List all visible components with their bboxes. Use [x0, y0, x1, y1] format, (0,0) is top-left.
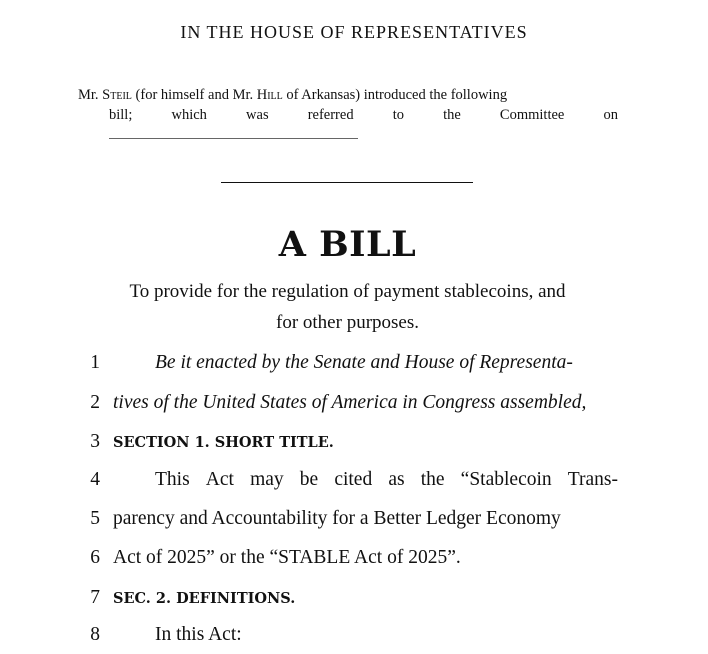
bill-line-7	[0, 587, 708, 617]
intro-word: on	[603, 107, 618, 123]
intro-word: bill;	[109, 107, 133, 123]
section-text: Act of 2025” or the “STABLE Act of 2025”.	[113, 547, 461, 568]
line-number: 3	[90, 431, 100, 452]
bill-title: A BILL	[278, 224, 417, 265]
bill-line-3	[0, 431, 708, 461]
bill-line-8	[0, 624, 708, 654]
line-number: 1	[90, 352, 100, 373]
introduction-line-1	[78, 86, 618, 104]
word: be	[299, 469, 319, 490]
intro-word: referred	[307, 107, 354, 123]
bill-purpose	[0, 276, 695, 338]
line-number: 8	[90, 624, 100, 645]
intro-word: to	[392, 107, 404, 123]
committee-blank-line	[109, 138, 358, 139]
word: Trans-	[567, 469, 618, 490]
word: cited	[334, 469, 373, 490]
enacting-clause-text: Be it enacted by the Senate and House of Representa-	[155, 352, 573, 373]
word: as	[388, 469, 405, 490]
word: “Stablecoin	[460, 469, 552, 490]
word: may	[250, 469, 284, 490]
separator-rule	[221, 182, 473, 183]
bill-line-4	[0, 469, 708, 499]
chamber-heading: IN THE HOUSE OF REPRESENTATIVES	[180, 22, 528, 42]
cosponsor-name: Hill	[256, 87, 283, 103]
bill-line-6	[0, 547, 708, 577]
section-text: parency and Accountability for a Better Ledger Economy	[113, 508, 561, 529]
sponsor-name: Steil	[102, 87, 132, 103]
purpose-line-1: To provide for the regulation of payment stablecoins, and	[129, 281, 566, 302]
enacting-clause-text: tives of the United States of America in Congress assembled,	[113, 392, 587, 413]
section-heading: SECTION 1. SHORT TITLE.	[113, 434, 334, 451]
line-number: 7	[90, 587, 100, 608]
line-number: 2	[90, 392, 100, 413]
intro-word: Committee	[499, 107, 565, 123]
section-text: In this Act:	[155, 624, 242, 645]
bill-line-1	[0, 352, 708, 382]
section-heading: SEC. 2. DEFINITIONS.	[113, 590, 296, 607]
intro-word: the	[443, 107, 461, 123]
intro-word: which	[171, 107, 207, 123]
intro-suffix: of Arkansas) introduced the following	[282, 87, 508, 103]
intro-prefix: Mr.	[78, 87, 103, 103]
word: Act	[205, 469, 234, 490]
word: the	[420, 469, 445, 490]
line-number: 5	[90, 508, 100, 529]
bill-line-2	[0, 392, 708, 422]
bill-line-5	[0, 508, 708, 538]
purpose-line-2: for other purposes.	[276, 312, 419, 333]
section-text	[155, 469, 618, 491]
intro-word: was	[246, 107, 269, 123]
introduction-line-2	[109, 106, 618, 124]
line-number: 4	[90, 469, 100, 490]
line-number: 6	[90, 547, 100, 568]
intro-middle: (for himself and Mr.	[131, 87, 257, 103]
word: This	[155, 469, 190, 490]
